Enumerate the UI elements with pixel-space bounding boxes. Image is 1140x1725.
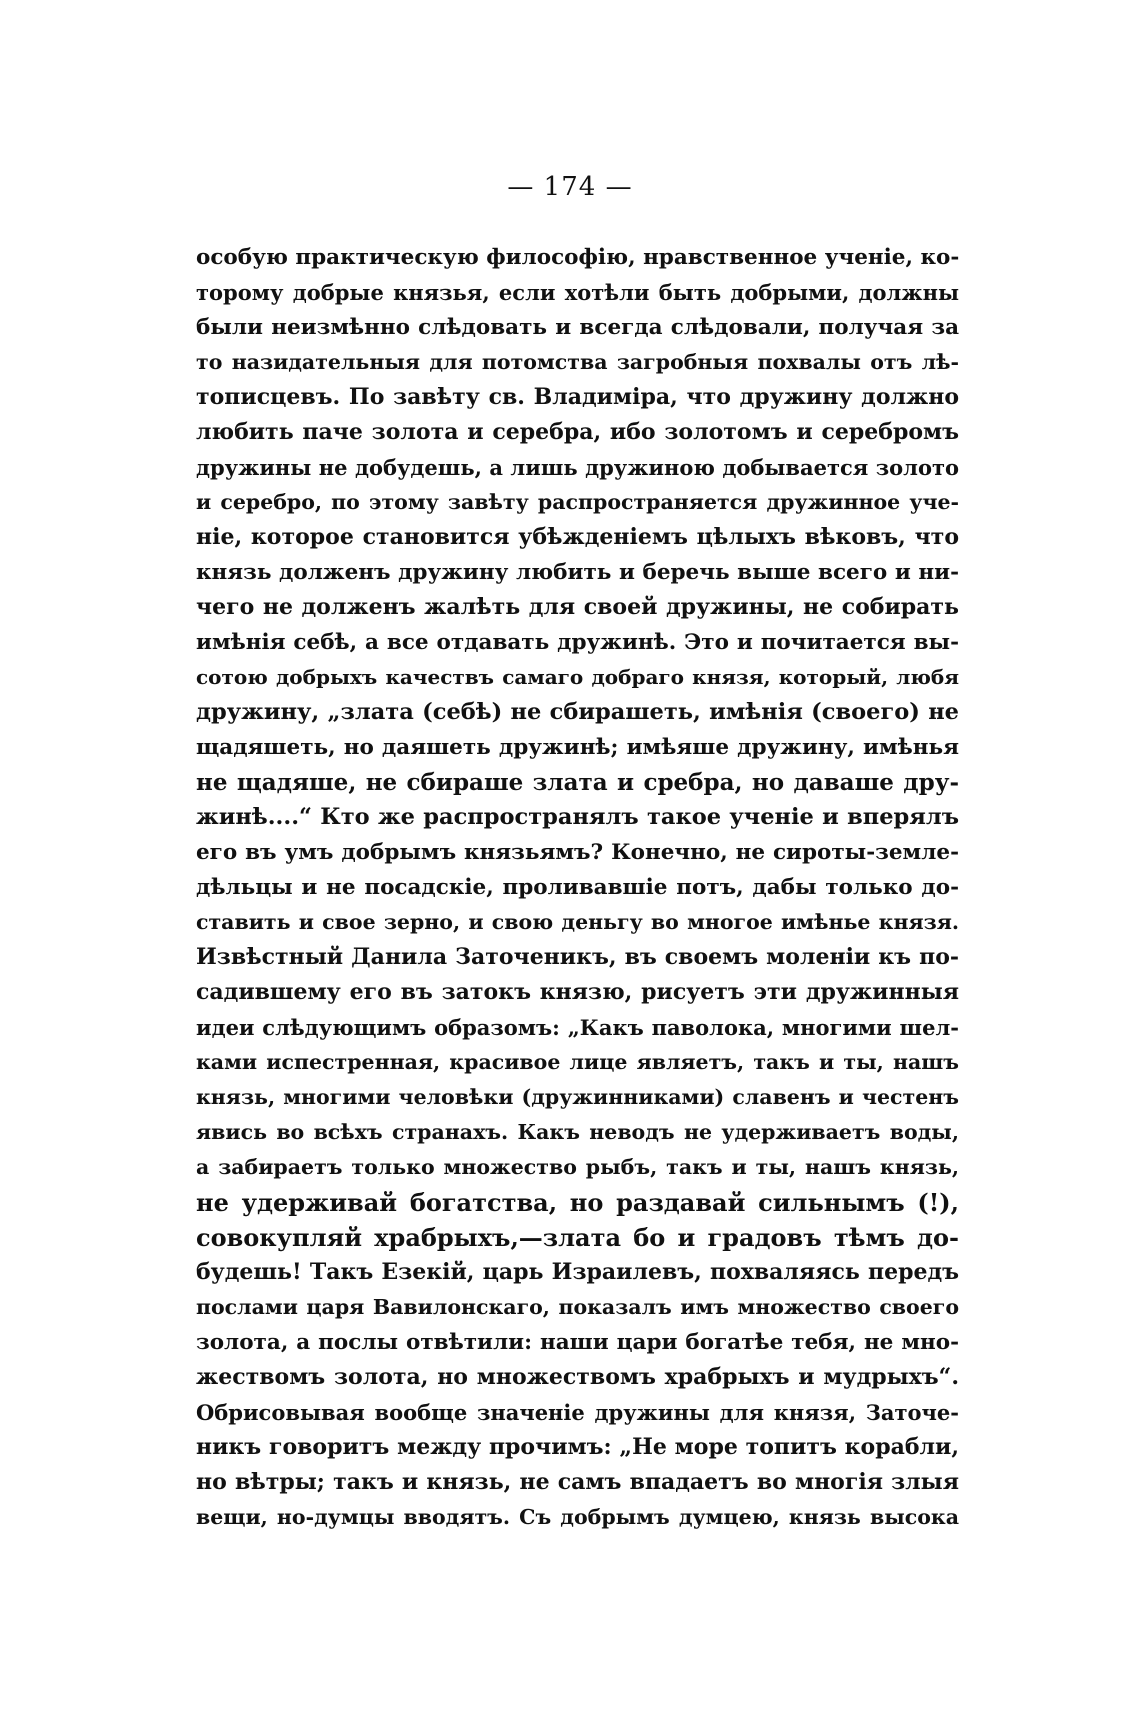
text-line-10: князь долженъ дружину любить и беречь выше всего и ни- [196, 560, 959, 585]
text-line-21: Извѣстный Данила Заточеникъ, въ своемъ моленіи къ по- [196, 944, 959, 970]
text-line-36: но вѣтры; такъ и князь, не самъ впадаетъ во многія злыя [196, 1469, 959, 1495]
text-line-14: дружину, „злата (себѣ) не сбирашеть, имѣнія (своего) не [196, 699, 959, 725]
text-line-29: совокупляй храбрыхъ,—злата бо и градовъ тѣмъ до- [196, 1223, 959, 1252]
text-line-19: дѣльцы и не посадскіе, проливавшіе потъ, дабы только до- [196, 875, 959, 900]
text-line-1: особую практическую философію, нравственное ученіе, ко- [196, 245, 959, 270]
text-line-24: ками испестренная, красивое лице являетъ, такъ и ты, нашъ [196, 1050, 959, 1074]
text-line-11: чего не долженъ жалѣть для своей дружины, не собирать [196, 594, 959, 620]
text-line-16: не щадяше, не сбираше злата и сребра, но даваше дру- [196, 769, 959, 796]
text-line-6: любить паче золота и серебра, ибо золотомъ и серебромъ [196, 419, 959, 445]
text-line-17: жинѣ....“ Кто же распространялъ такое ученіе и вперялъ [196, 804, 959, 830]
text-line-7: дружины не добудешь, а лишь дружиною добывается золото [196, 455, 959, 480]
text-line-28: не удерживай богатства, но раздавай сильнымъ (!), [196, 1188, 959, 1217]
text-line-2: торому добрые князья, если хотѣли быть добрыми, должны [196, 280, 959, 305]
text-line-5: тописцевъ. По завѣту св. Владиміра, что дружину должно [196, 384, 959, 410]
text-line-18: его въ умъ добрымъ князьямъ? Конечно, не сироты-земле- [196, 840, 959, 865]
body-text [196, 240, 959, 1535]
text-line-3: были неизмѣнно слѣдовать и всегда слѣдовали, получая за [196, 315, 959, 340]
text-line-8: и серебро, по этому завѣту распространяется дружинное уче- [196, 490, 959, 514]
text-line-33: жествомъ золота, но множествомъ храбрыхъ и мудрыхъ“. [196, 1364, 959, 1390]
text-line-23: идеи слѣдующимъ образомъ: „Какъ паволока, многими шел- [196, 1015, 959, 1040]
text-line-13: сотою добрыхъ качествъ самаго добраго князя, который, любя [196, 665, 959, 689]
text-line-20: ставить и свое зерно, и свою деньгу во многое имѣнье князя. [196, 910, 959, 934]
text-line-32: золота, а послы отвѣтили: наши цари богатѣе тебя, не мно- [196, 1330, 959, 1355]
text-line-27: а забираетъ только множество рыбъ, такъ и ты, нашъ князь, [196, 1155, 959, 1179]
text-line-25: князь, многими человѣки (дружинниками) славенъ и честенъ [196, 1085, 959, 1109]
text-line-26: явись во всѣхъ странахъ. Какъ неводъ не удерживаетъ воды, [196, 1120, 959, 1144]
text-line-22: садившему его въ затокъ князю, рисуетъ эти дружинныя [196, 979, 959, 1005]
text-line-31: послами царя Вавилонскаго, показалъ имъ множество своего [196, 1295, 959, 1319]
page-number: — 174 — [507, 172, 633, 202]
text-line-15: щадяшеть, но даяшеть дружинѣ; имѣяше дружину, имѣнья [196, 735, 959, 760]
text-line-35: никъ говоритъ между прочимъ: „Не море топитъ корабли, [196, 1434, 959, 1460]
text-line-34: Обрисовывая вообще значеніе дружины для князя, Заточе- [196, 1400, 959, 1425]
text-line-4: то назидательныя для потомства загробныя похвалы отъ лѣ- [196, 350, 959, 374]
text-line-37: вещи, но-думцы вводятъ. Съ добрымъ думцею, князь высока [196, 1505, 959, 1529]
text-line-12: имѣнія себѣ, а все отдавать дружинѣ. Это и почитается вы- [196, 630, 959, 655]
text-line-30: будешь! Такъ Езекій, царь Израилевъ, похваляясь передъ [196, 1259, 959, 1285]
text-line-9: ніе, которое становится убѣжденіемъ цѣлыхъ вѣковъ, что [196, 524, 959, 550]
